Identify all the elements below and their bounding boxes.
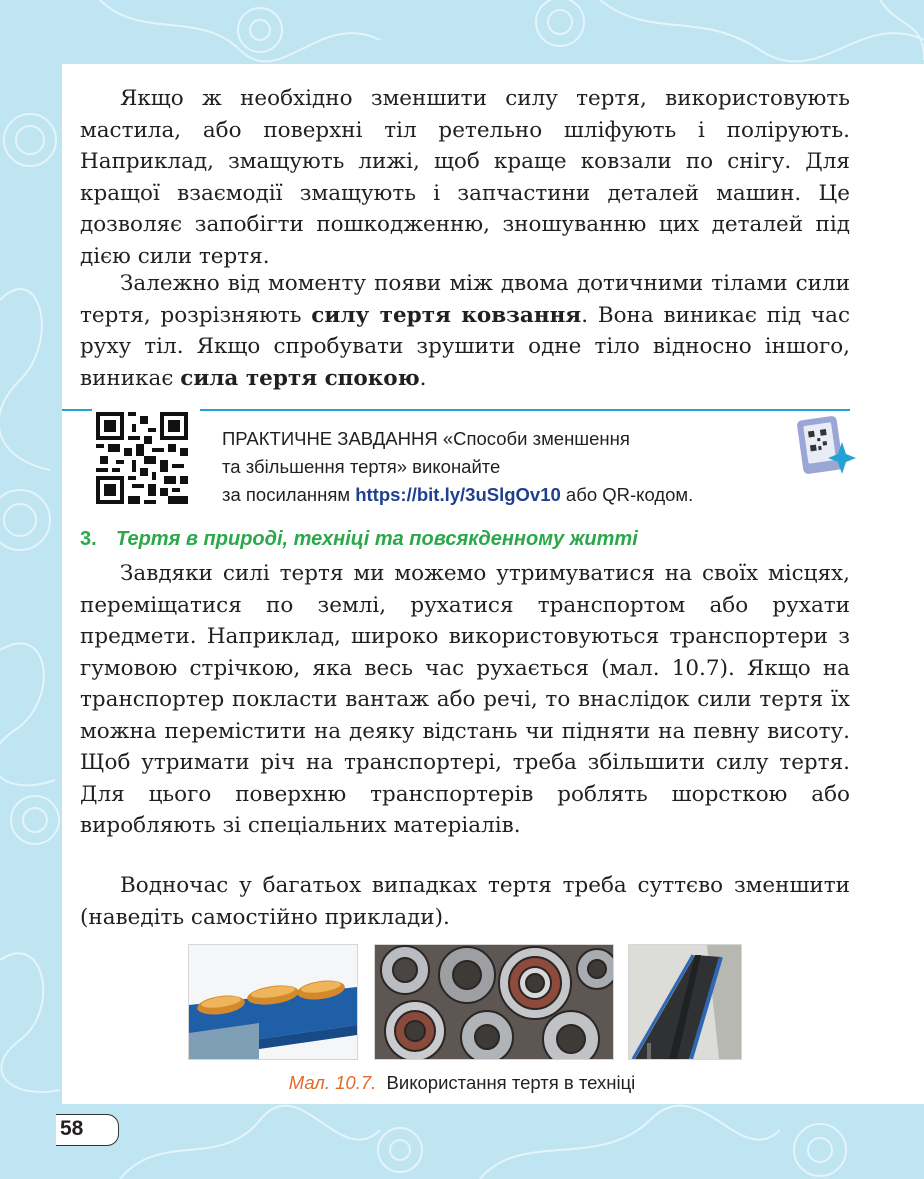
figure-caption (0, 1072, 924, 1094)
divider-line (62, 409, 92, 411)
paragraph-friction-uses: Завдяки силі тертя ми можемо утримуватися на своїх місцях, переміщатися по землі, рухатися транспортом або рухати предмети. Наприклад, широко використовуються транспортери з гумовою стрічкою, яка весь час рухається (мал. 10.7). Якщо на транспортер покласти вантаж або речі, то внаслідок сили тертя їх можна перемістити на деяку відстань чи підняти на певну висоту. Щоб утримати річ на транспортері, треба збільшити силу тертя. Для цього поверхню транспортерів роблять шорсткою або виробляють зі спеціальних матеріалів. (80, 561, 850, 838)
photo-belt-conveyor (628, 944, 742, 1060)
term-static-friction: сила тертя спокою (180, 365, 420, 391)
page-number: 58 (60, 1117, 84, 1140)
section-heading (80, 528, 638, 551)
figure-label: Мал. 10.7. (288, 1072, 377, 1093)
term-sliding-friction: силу тертя ковзання (311, 302, 582, 328)
practical-task-line3: за посиланням https://bit.ly/3uSlgOv10 або QR-кодом. (222, 484, 694, 505)
smartphone-qr-icon (796, 414, 858, 478)
paragraph-lubrication: Якщо ж необхідно зменшити силу тертя, використовують мастила, або поверхні тіл ретельно шліфують і полірують. Наприклад, змащують лижі, щоб краще ковзали по снігу. Для кращої взаємодії змащують і запчастини деталей машин. Це дозволяє запобігти пошкодженню, зношуванню цих деталей під дією сили тертя. (80, 86, 850, 269)
photo-bearings (374, 944, 614, 1060)
page-number-tab (56, 1114, 119, 1146)
paragraph-friction-types: Залежно від моменту появи між двома дотичними тілами сили тертя, розрізняють силу тертя ковзання. Вона виникає під час руху тіл. Якщо спробувати зрушити одне тіло відносно іншого, виникає сила тертя спокою. (80, 271, 850, 391)
qr-code[interactable] (96, 412, 188, 504)
section-number: 3. (80, 528, 97, 550)
section-title: Тертя в природі, техніці та повсякденному житті (116, 528, 638, 550)
photo-bread-conveyor (188, 944, 358, 1060)
practical-task (222, 425, 802, 509)
divider-line (200, 409, 850, 411)
practical-task-line2: та збільшення тертя» виконайте (222, 456, 501, 477)
paragraph-reduce-friction: Водночас у багатьох випадках тертя треба суттєво зменшити (наведіть самостійно приклади). (80, 873, 850, 930)
figure-caption-text: Використання тертя в техніці (386, 1072, 636, 1093)
practical-task-line1: ПРАКТИЧНЕ ЗАВДАННЯ «Способи зменшення (222, 428, 630, 449)
task-link[interactable]: https://bit.ly/3uSlgOv10 (355, 484, 561, 505)
